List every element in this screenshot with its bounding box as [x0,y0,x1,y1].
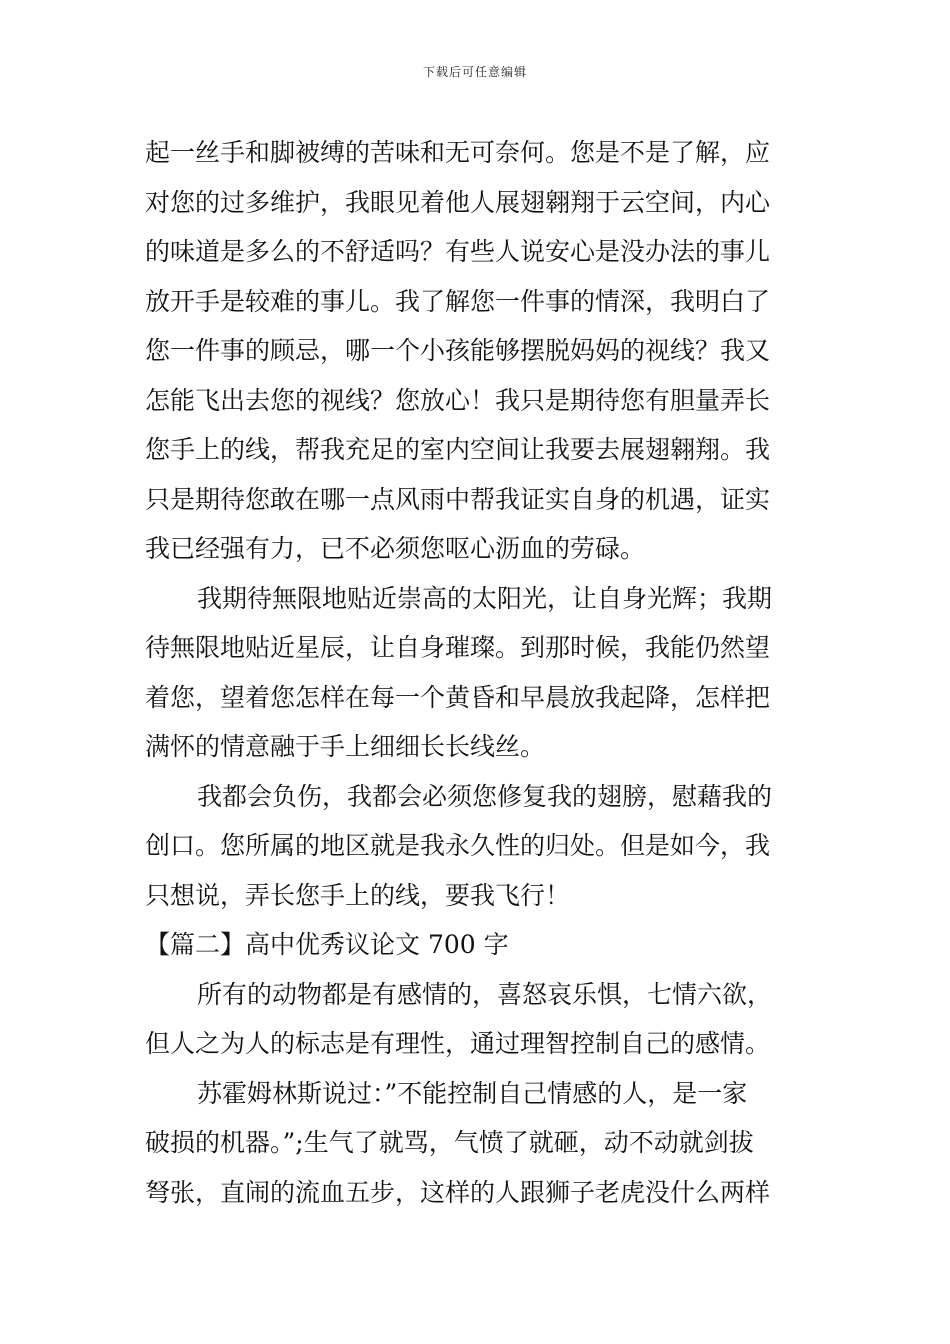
text-line: 破损的机器。”;生气了就骂，气愤了就砸，动不动就剑拔 [145,1128,754,1157]
text-line: 我已经强有力，已不必须您呕心沥血的劳碌。 [145,534,646,563]
text-line: 我期待無限地贴近崇高的太阳光，让自身光辉；我期 [197,583,773,613]
text-line: 所有的动物都是有感情的，喜怒哀乐惧，七情六欲， [197,979,773,1009]
document-body [145,128,809,1217]
text-line: 着您，望着您怎样在每一个黄昏和早晨放我起降，怎样把 [145,682,771,712]
text-line: 您手上的线，帮我充足的室内空间让我要去展翅翱翔。我 [145,435,771,464]
text-line: 但人之为人的标志是有理性，通过理智控制自己的感情。 [145,1029,771,1058]
text-line: 只想说，弄长您手上的线，要我飞行！ [145,880,571,910]
text-line: 创口。您所属的地区就是我永久性的归处。但是如今，我 [145,831,771,860]
text-line: 怎能飞出去您的视线？您放心！我只是期待您有胆量弄长 [145,385,771,415]
text-line: 只是期待您敢在哪一点风雨中帮我证实自身的机遇，证实 [145,484,771,514]
text-line: 我都会负伤，我都会必须您修复我的翅膀，慰藉我的 [197,781,773,811]
text-line: 弩张，直闹的流血五步，这样的人跟狮子老虎没什么两样 [145,1177,771,1207]
section-heading: 【篇二】高中优秀议论文 700 字 [145,930,509,959]
text-line: 对您的过多维护，我眼见着他人展翅翱翔于云空间，内心 [145,187,771,217]
text-line: 起一丝手和脚被缚的苦味和无可奈何。您是不是了解，应 [145,138,771,167]
text-line: 放开手是较难的事儿。我了解您一件事的情深，我明白了 [145,286,771,316]
text-line: 满怀的情意融于手上细细长长线丝。 [145,732,546,761]
page-header: 下载后可任意编辑 [422,65,527,79]
text-line: 的味道是多么的不舒适吗？有些人说安心是没办法的事儿 [145,237,771,266]
text-line: 您一件事的顾忌，哪一个小孩能够摆脱妈妈的视线？我又 [145,336,771,365]
text-line: 待無限地贴近星辰，让自身璀璨。到那时候，我能仍然望 [145,633,771,662]
text-line: 苏霍姆林斯说过：”不能控制自己情感的人，是一家 [197,1078,748,1108]
